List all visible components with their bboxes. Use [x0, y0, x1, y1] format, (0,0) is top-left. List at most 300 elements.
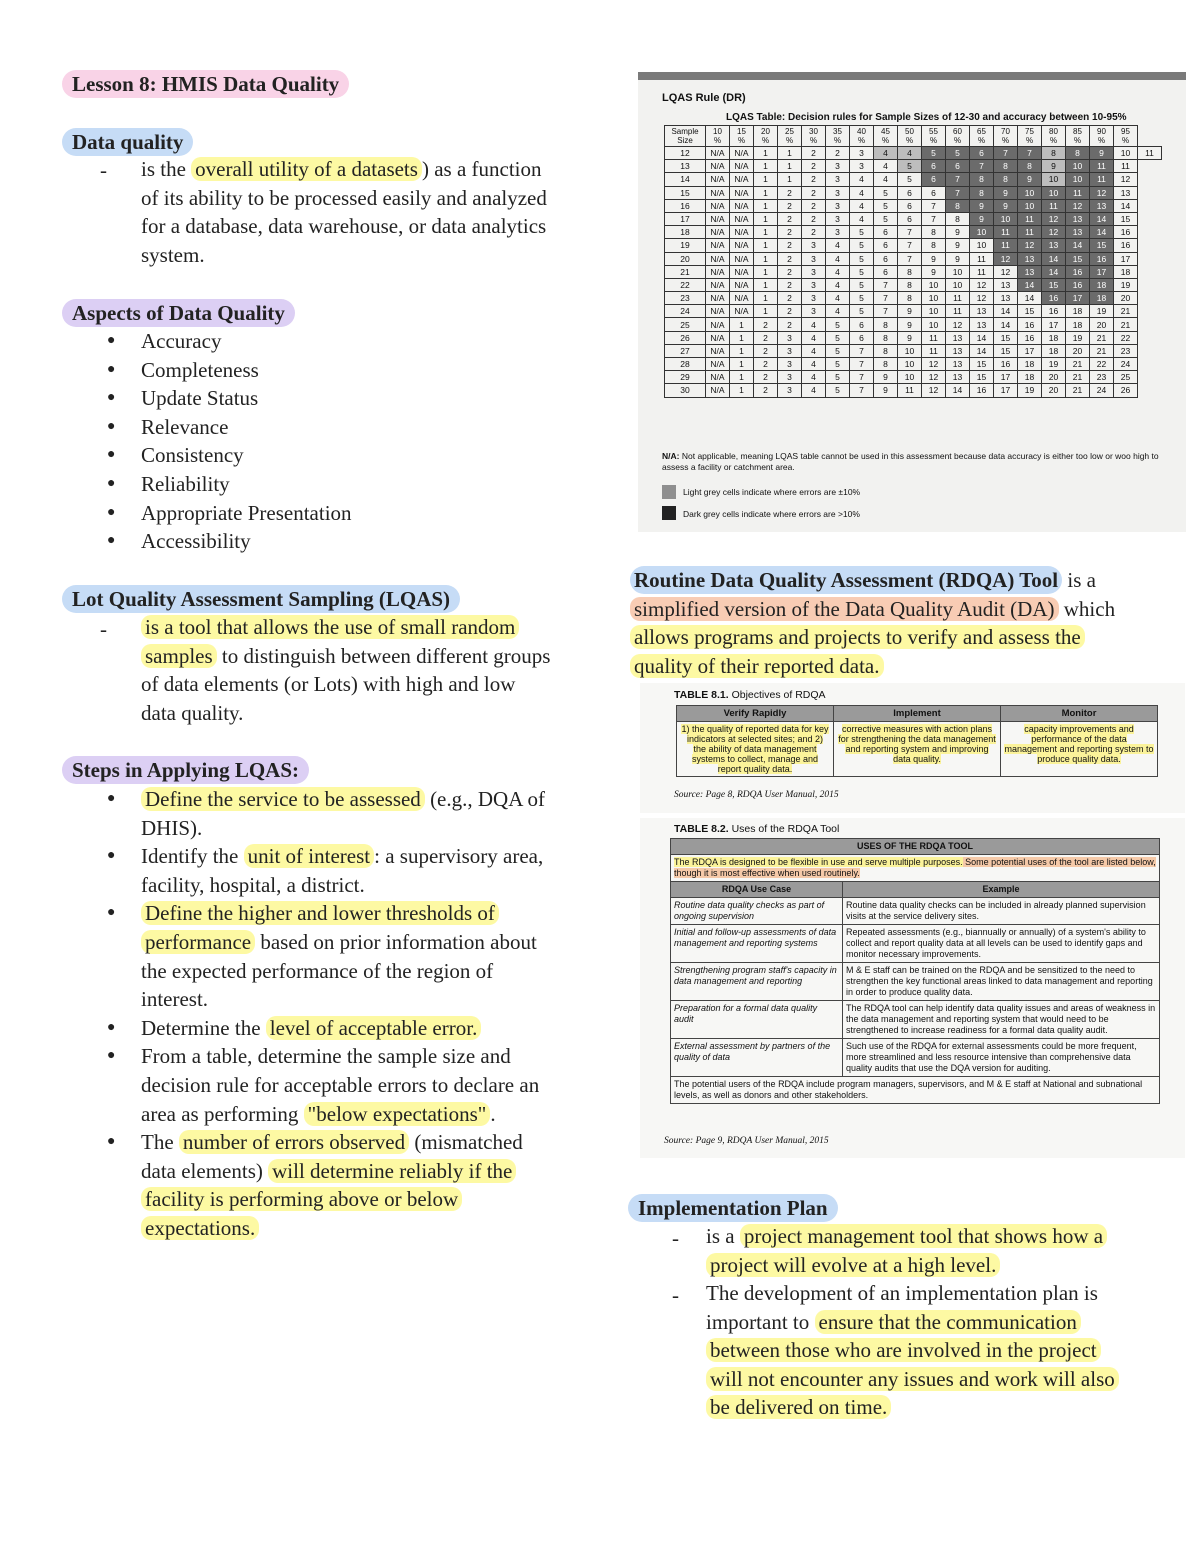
decision-cell: 2 [802, 199, 826, 212]
decision-cell: 2 [778, 199, 802, 212]
decision-cell: 2 [802, 147, 826, 160]
decision-cell: 23 [1114, 344, 1138, 357]
decision-cell: 15 [1090, 239, 1114, 252]
decision-cell: 8 [994, 173, 1018, 186]
decision-cell: 14 [1018, 278, 1042, 291]
table-row [665, 305, 1162, 318]
decision-cell: 24 [1090, 384, 1114, 397]
sample-size-cell: 14 [665, 173, 706, 186]
decision-cell: 4 [874, 160, 898, 173]
list-item: ● Update Status [141, 384, 352, 413]
decision-cell: 7 [898, 226, 922, 239]
decision-cell: 2 [778, 265, 802, 278]
decision-cell: 10 [970, 226, 994, 239]
decision-cell: 7 [850, 344, 874, 357]
decision-cell: N/A [706, 252, 730, 265]
decision-cell: 13 [946, 371, 970, 384]
decision-cell: 13 [970, 318, 994, 331]
decision-cell: 4 [802, 344, 826, 357]
decision-cell: 12 [946, 318, 970, 331]
decision-cell: 1 [754, 265, 778, 278]
decision-cell: 19 [1066, 331, 1090, 344]
table-8-1-caption: TABLE 8.1. Objectives of RDQA [674, 689, 826, 701]
data-quality-heading: Data quality [62, 128, 193, 156]
table-row [665, 292, 1162, 305]
decision-cell: 2 [778, 278, 802, 291]
decision-cell: 8 [874, 358, 898, 371]
decision-cell: 19 [1090, 305, 1114, 318]
percent-header: 70 % [994, 126, 1018, 147]
rdqa-definition: Routine Data Quality Assessment (RDQA) Tool is a simplified version of the Data Quality Audit (DA) which allows programs and projects to verify and assess the quality of their reported data. [630, 566, 1190, 680]
decision-cell: 11 [898, 384, 922, 397]
decision-cell: 18 [1066, 305, 1090, 318]
decision-cell: 16 [1114, 239, 1138, 252]
percent-header: 95 % [1114, 126, 1138, 147]
sample-size-cell: 24 [665, 305, 706, 318]
decision-cell: 6 [898, 199, 922, 212]
decision-cell: 1 [778, 147, 802, 160]
percent-header: 90 % [1090, 126, 1114, 147]
decision-cell: 10 [1042, 173, 1066, 186]
decision-cell: 11 [1090, 160, 1114, 173]
decision-cell: 2 [802, 226, 826, 239]
table-8-2-header: USES OF THE RDQA TOOL [671, 839, 1160, 855]
decision-cell: 9 [874, 371, 898, 384]
decision-cell: 1 [730, 384, 754, 397]
decision-cell: 11 [994, 226, 1018, 239]
percent-header: 85 % [1066, 126, 1090, 147]
decision-cell: 20 [1090, 318, 1114, 331]
decision-cell: 18 [1018, 358, 1042, 371]
decision-cell: 11 [970, 252, 994, 265]
decision-cell: 1 [754, 147, 778, 160]
table-row: Preparation for a formal data quality audit The RDQA tool can help identify data quality issues and areas of weakness in the data management and reporting system that would need to be strengthened to increase readiness for a formal data quality audit. [671, 1001, 1160, 1039]
decision-cell: 2 [754, 331, 778, 344]
decision-cell: 7 [1018, 147, 1042, 160]
table-row [665, 199, 1162, 212]
decision-cell: 18 [1090, 292, 1114, 305]
sample-size-cell: 26 [665, 331, 706, 344]
decision-cell: 21 [1066, 358, 1090, 371]
decision-cell: 4 [850, 199, 874, 212]
decision-cell: 7 [850, 371, 874, 384]
decision-cell: 17 [994, 384, 1018, 397]
lqas-table-image [638, 72, 1186, 532]
decision-cell: 12 [970, 278, 994, 291]
decision-cell: 4 [874, 147, 898, 160]
decision-cell: 16 [1018, 331, 1042, 344]
decision-cell: 16 [1042, 292, 1066, 305]
sample-size-cell: 22 [665, 278, 706, 291]
table-row [665, 239, 1162, 252]
decision-cell: 11 [922, 331, 946, 344]
decision-cell: 5 [826, 344, 850, 357]
decision-cell: N/A [706, 358, 730, 371]
decision-cell: 16 [1066, 278, 1090, 291]
table-8-2-caption: TABLE 8.2. Uses of the RDQA Tool [674, 823, 840, 835]
decision-cell: 5 [826, 358, 850, 371]
decision-cell: 19 [1018, 384, 1042, 397]
table-8-1-source: Source: Page 8, RDQA User Manual, 2015 [674, 790, 839, 800]
decision-cell: 1 [730, 318, 754, 331]
decision-cell: 9 [946, 252, 970, 265]
decision-cell: 3 [778, 344, 802, 357]
decision-cell: 4 [802, 318, 826, 331]
decision-cell: 3 [826, 226, 850, 239]
decision-cell: 10 [922, 292, 946, 305]
percent-header: 75 % [1018, 126, 1042, 147]
decision-cell: 21 [1114, 318, 1138, 331]
decision-cell: 13 [1042, 239, 1066, 252]
decision-cell: 10 [898, 344, 922, 357]
decision-cell: 3 [802, 278, 826, 291]
decision-cell: 4 [802, 371, 826, 384]
decision-cell: 9 [1018, 173, 1042, 186]
table-row: Strengthening program staff's capacity in data management and reporting M & E staff can be trained on the RDQA and be sensitized to the need to strengthen the key functional areas linked to data management and reporting in order to produce quality data. [671, 963, 1160, 1001]
decision-cell: 3 [826, 186, 850, 199]
decision-cell: 11 [1138, 147, 1162, 160]
decision-cell: 14 [1042, 265, 1066, 278]
decision-cell: 14 [946, 384, 970, 397]
decision-cell: 14 [994, 318, 1018, 331]
decision-cell: 25 [1114, 371, 1138, 384]
decision-cell: 7 [898, 239, 922, 252]
decision-cell: 9 [970, 199, 994, 212]
decision-cell: 15 [1018, 305, 1042, 318]
decision-cell: 10 [1066, 173, 1090, 186]
decision-cell: N/A [706, 344, 730, 357]
decision-cell: 21 [1090, 331, 1114, 344]
decision-cell: 13 [946, 344, 970, 357]
lqas-heading: Lot Quality Assessment Sampling (LQAS) [62, 585, 460, 613]
decision-cell: 22 [1090, 358, 1114, 371]
decision-cell: 3 [778, 358, 802, 371]
decision-cell: 4 [826, 278, 850, 291]
aspects-heading: Aspects of Data Quality [62, 299, 295, 327]
decision-cell: 11 [1042, 199, 1066, 212]
list-item: ● Define the service to be assessed (e.g., DQA of DHIS). [141, 785, 571, 842]
list-item: ● Reliability [141, 470, 352, 499]
decision-cell: 11 [1114, 160, 1138, 173]
decision-cell: N/A [706, 147, 730, 160]
table-row [665, 226, 1162, 239]
decision-cell: 18 [1066, 318, 1090, 331]
decision-cell: 1 [754, 278, 778, 291]
decision-cell: 16 [1018, 318, 1042, 331]
sample-size-cell: 23 [665, 292, 706, 305]
decision-cell: 6 [850, 318, 874, 331]
decision-cell: 5 [850, 278, 874, 291]
dash-bullet: - [100, 158, 107, 182]
decision-cell: 4 [826, 252, 850, 265]
decision-cell: 6 [874, 265, 898, 278]
decision-cell: 2 [802, 212, 826, 225]
decision-cell: 12 [922, 371, 946, 384]
decision-cell: 4 [826, 305, 850, 318]
dash-bullet: - [672, 1226, 679, 1250]
decision-cell: 14 [1090, 226, 1114, 239]
decision-cell: N/A [706, 173, 730, 186]
decision-cell: 10 [1018, 186, 1042, 199]
decision-cell: 26 [1114, 384, 1138, 397]
decision-cell: 18 [1018, 371, 1042, 384]
decision-cell: 2 [778, 186, 802, 199]
decision-cell: 2 [778, 239, 802, 252]
decision-cell: 13 [1018, 265, 1042, 278]
decision-cell: 5 [898, 160, 922, 173]
decision-cell: N/A [706, 160, 730, 173]
table-row [665, 358, 1162, 371]
percent-header: 65 % [970, 126, 994, 147]
decision-cell: 7 [874, 292, 898, 305]
percent-header: 60 % [946, 126, 970, 147]
decision-cell: 12 [1066, 199, 1090, 212]
decision-cell: 7 [994, 147, 1018, 160]
list-item: ● The number of errors observed (mismatched data elements) will determine reliably if the facility is performing above or below expectations. [141, 1128, 571, 1242]
decision-cell: 4 [850, 212, 874, 225]
sample-size-cell: 19 [665, 239, 706, 252]
cell-monitor: capacity improvements and performance of the data management and reporting system to produce quality data. [1001, 722, 1158, 777]
decision-cell: 17 [1042, 318, 1066, 331]
decision-cell: 8 [970, 173, 994, 186]
decision-cell: 18 [1042, 331, 1066, 344]
decision-cell: 1 [778, 160, 802, 173]
decision-cell: 9 [874, 384, 898, 397]
decision-cell: 13 [970, 305, 994, 318]
decision-cell: 13 [946, 358, 970, 371]
decision-cell: 6 [946, 160, 970, 173]
percent-header: 45 % [874, 126, 898, 147]
decision-cell: 12 [1042, 226, 1066, 239]
decision-cell: 9 [994, 199, 1018, 212]
decision-cell: 10 [1066, 160, 1090, 173]
percent-header: 15 % [730, 126, 754, 147]
decision-cell: 5 [850, 252, 874, 265]
decision-cell: N/A [730, 239, 754, 252]
decision-cell: 5 [826, 371, 850, 384]
decision-cell: 17 [1018, 344, 1042, 357]
decision-cell: 2 [778, 318, 802, 331]
header-implement: Implement [834, 706, 1001, 722]
decision-cell: 2 [754, 358, 778, 371]
decision-cell: 8 [874, 318, 898, 331]
decision-cell: 16 [1066, 265, 1090, 278]
decision-cell: 8 [874, 344, 898, 357]
table-row [665, 318, 1162, 331]
table-row [665, 173, 1162, 186]
table-8-2-footer: The potential users of the RDQA include program managers, supervisors, and M & E staff at National and subnational levels, as well as donors and other stakeholders. [671, 1077, 1160, 1104]
decision-cell: 10 [898, 371, 922, 384]
table-8-1 [676, 705, 1158, 777]
decision-cell: 20 [1114, 292, 1138, 305]
decision-cell: 16 [1114, 226, 1138, 239]
decision-cell: 7 [922, 212, 946, 225]
decision-cell: 13 [1018, 252, 1042, 265]
percent-header: 55 % [922, 126, 946, 147]
decision-cell: 5 [922, 147, 946, 160]
table-8-2-source: Source: Page 9, RDQA User Manual, 2015 [664, 1136, 829, 1146]
decision-cell: 13 [994, 292, 1018, 305]
decision-cell: 14 [1090, 212, 1114, 225]
decision-cell: 14 [970, 344, 994, 357]
decision-cell: 15 [1114, 212, 1138, 225]
percent-header: 20 % [754, 126, 778, 147]
decision-cell: 4 [802, 358, 826, 371]
decision-cell: 10 [1018, 199, 1042, 212]
sample-size-cell: 15 [665, 186, 706, 199]
sample-size-cell: 18 [665, 226, 706, 239]
decision-cell: 3 [826, 160, 850, 173]
decision-cell: 18 [1114, 265, 1138, 278]
decision-cell: 10 [898, 358, 922, 371]
decision-cell: N/A [730, 278, 754, 291]
decision-cell: N/A [706, 265, 730, 278]
decision-cell: 4 [826, 265, 850, 278]
lqas-decision-table [664, 125, 1162, 398]
table-8-2 [670, 838, 1160, 1104]
decision-cell: 12 [1090, 186, 1114, 199]
decision-cell: 19 [1042, 358, 1066, 371]
sample-size-cell: 30 [665, 384, 706, 397]
header-monitor: Monitor [1001, 706, 1158, 722]
percent-header: 30 % [802, 126, 826, 147]
decision-cell: 6 [874, 226, 898, 239]
decision-cell: 5 [850, 265, 874, 278]
decision-cell: 17 [1066, 292, 1090, 305]
decision-cell: N/A [706, 199, 730, 212]
decision-cell: 3 [802, 305, 826, 318]
decision-cell: N/A [730, 265, 754, 278]
decision-cell: 12 [1042, 212, 1066, 225]
decision-cell: 2 [802, 173, 826, 186]
decision-cell: 2 [802, 186, 826, 199]
list-item: ● Accessibility [141, 527, 352, 556]
table-8-1-image [640, 683, 1185, 813]
table-8-2-intro: The RDQA is designed to be flexible in use and serve multiple purposes. Some potential uses of the tool are listed below, though it is most effective when used routinely. [671, 855, 1160, 882]
decision-cell: 9 [922, 252, 946, 265]
decision-cell: 10 [922, 278, 946, 291]
decision-cell: 8 [1018, 160, 1042, 173]
decision-cell: 5 [826, 318, 850, 331]
decision-cell: N/A [706, 318, 730, 331]
sample-size-cell: 25 [665, 318, 706, 331]
decision-cell: 5 [898, 173, 922, 186]
decision-cell: 11 [946, 292, 970, 305]
decision-cell: 21 [1090, 344, 1114, 357]
decision-cell: 1 [730, 344, 754, 357]
decision-cell: 1 [754, 239, 778, 252]
decision-cell: 4 [850, 186, 874, 199]
decision-cell: 1 [754, 212, 778, 225]
decision-cell: 4 [802, 384, 826, 397]
decision-cell: 10 [970, 239, 994, 252]
decision-cell: N/A [706, 371, 730, 384]
decision-cell: 7 [898, 252, 922, 265]
table-row [665, 212, 1162, 225]
decision-cell: 15 [970, 358, 994, 371]
implementation-plan-importance: The development of an implementation plan is important to ensure that the communication between those who are involved in the project will not encounter any issues and work will also be delivered on time. [706, 1279, 1186, 1422]
decision-cell: 1 [754, 252, 778, 265]
decision-cell: 13 [1066, 212, 1090, 225]
decision-cell: 5 [874, 212, 898, 225]
table-row [665, 252, 1162, 265]
decision-cell: 10 [1114, 147, 1138, 160]
decision-cell: 10 [994, 212, 1018, 225]
sample-size-cell: 29 [665, 371, 706, 384]
decision-cell: 14 [1066, 239, 1090, 252]
decision-cell: 1 [754, 173, 778, 186]
decision-cell: N/A [706, 186, 730, 199]
decision-cell: 8 [898, 278, 922, 291]
implementation-plan-definition: is a project management tool that shows how a project will evolve at a high level. [706, 1222, 1186, 1279]
decision-cell: 9 [994, 186, 1018, 199]
percent-header: 35 % [826, 126, 850, 147]
decision-cell: 1 [754, 305, 778, 318]
decision-cell: 8 [946, 212, 970, 225]
decision-cell: 9 [922, 265, 946, 278]
decision-cell: 9 [946, 226, 970, 239]
decision-cell: 8 [946, 199, 970, 212]
dark-grey-swatch [662, 506, 676, 520]
decision-cell: 20 [1066, 344, 1090, 357]
list-item: ● Determine the level of acceptable error. [141, 1014, 571, 1043]
decision-cell: 5 [874, 186, 898, 199]
decision-cell: 4 [850, 173, 874, 186]
decision-cell: 7 [922, 199, 946, 212]
decision-cell: 3 [778, 371, 802, 384]
decision-cell: 12 [994, 252, 1018, 265]
decision-cell: 9 [898, 331, 922, 344]
decision-cell: N/A [706, 239, 730, 252]
decision-cell: 13 [1114, 186, 1138, 199]
decision-cell: N/A [730, 199, 754, 212]
decision-cell: 8 [922, 226, 946, 239]
decision-cell: 11 [922, 344, 946, 357]
col-use-case: RDQA Use Case [671, 882, 843, 898]
decision-cell: 1 [754, 199, 778, 212]
page-title: Lesson 8: HMIS Data Quality [62, 70, 349, 98]
percent-header: 25 % [778, 126, 802, 147]
decision-cell: 11 [1018, 212, 1042, 225]
table-row [665, 265, 1162, 278]
decision-cell: 8 [922, 239, 946, 252]
decision-cell: 9 [970, 212, 994, 225]
sample-size-header: Sample Size [665, 126, 706, 147]
decision-cell: 9 [946, 239, 970, 252]
decision-cell: 8 [1042, 147, 1066, 160]
decision-cell: 10 [946, 278, 970, 291]
table-8-2-image [640, 818, 1185, 1158]
decision-cell: N/A [730, 186, 754, 199]
decision-cell: 5 [850, 292, 874, 305]
decision-cell: 12 [994, 265, 1018, 278]
decision-cell: 10 [946, 265, 970, 278]
decision-cell: 8 [874, 331, 898, 344]
decision-cell: 11 [1018, 226, 1042, 239]
decision-cell: 6 [922, 160, 946, 173]
decision-cell: 15 [994, 344, 1018, 357]
decision-cell: 14 [1042, 252, 1066, 265]
light-grey-swatch [662, 485, 676, 499]
decision-cell: 6 [874, 239, 898, 252]
decision-cell: 7 [874, 305, 898, 318]
decision-cell: 15 [970, 371, 994, 384]
steps-heading: Steps in Applying LQAS: [62, 756, 309, 784]
decision-cell: 9 [1090, 147, 1114, 160]
decision-cell: 7 [874, 278, 898, 291]
decision-cell: 2 [778, 226, 802, 239]
decision-cell: 3 [802, 239, 826, 252]
